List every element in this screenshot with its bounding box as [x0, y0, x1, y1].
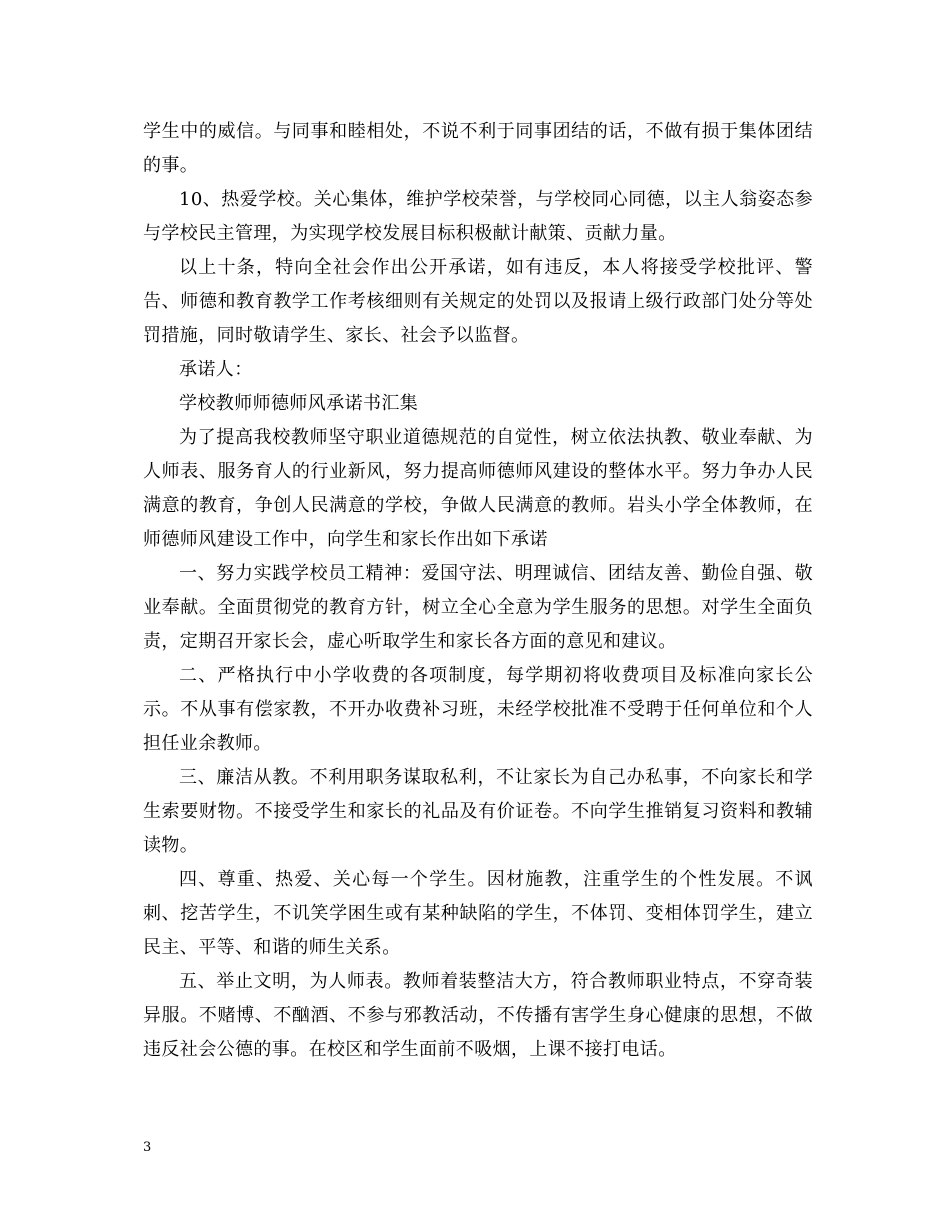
- section-heading: 学校教师师德师风承诺书汇集: [179, 393, 419, 414]
- paragraph-item-10: 10、热爱学校。关心集体，维护学校荣誉，与学校同心同德，以主人翁姿态参与学校民主管理，为实现学校发展目标积极献计献策、贡献力量。: [143, 189, 813, 244]
- paragraph-public-commitment: 以上十条，特向全社会作出公开承诺，如有违反，本人将接受学校批评、警告、师德和教育教学工作考核细则有关规定的处罚以及报请上级行政部门处分等处罚措施，同时敬请学生、家长、社会予以监督。: [143, 257, 813, 346]
- paragraph-item-3: 三、廉洁从教。不利用职务谋取私利，不让家长为自己办私事，不向家长和学生索要财物。不接受学生和家长的礼品及有价证卷。不向学生推销复习资料和教辅读物。: [143, 767, 813, 856]
- page-number: 3: [143, 1140, 152, 1155]
- paragraph-continued: 学生中的威信。与同事和睦相处，不说不利于同事团结的话，不做有损于集体团结的事。: [143, 121, 813, 176]
- paragraph-promisor: 承诺人：: [179, 359, 253, 380]
- paragraph-intro: 为了提高我校教师坚守职业道德规范的自觉性，树立依法执教、敬业奉献、为人师表、服务育人的行业新风，努力提高师德师风建设的整体水平。努力争办人民满意的教育，争创人民满意的学校，争做人民满意的教师。岩头小学全体教师，在师德师风建设工作中，向学生和家长作出如下承诺: [143, 427, 813, 550]
- paragraph-item-5: 五、举止文明，为人师表。教师着装整洁大方，符合教师职业特点，不穿奇装异服。不赌博、不酗酒、不参与邪教活动，不传播有害学生身心健康的思想，不做违反社会公德的事。在校区和学生面前不吸烟，上课不接打电话。: [143, 971, 813, 1060]
- document-body: [143, 115, 813, 1067]
- paragraph-item-2: 二、严格执行中小学收费的各项制度，每学期初将收费项目及标准向家长公示。不从事有偿家教，不开办收费补习班，未经学校批准不受聘于任何单位和个人担任业余教师。: [143, 665, 813, 754]
- paragraph-item-1: 一、努力实践学校员工精神：爱国守法、明理诚信、团结友善、勤俭自强、敬业奉献。全面贯彻党的教育方针，树立全心全意为学生服务的思想。对学生全面负责，定期召开家长会，虚心听取学生和家长各方面的意见和建议。: [143, 563, 813, 652]
- paragraph-item-4: 四、尊重、热爱、关心每一个学生。因材施教，注重学生的个性发展。不讽刺、挖苦学生，不讥笑学困生或有某种缺陷的学生，不体罚、变相体罚学生，建立民主、平等、和谐的师生关系。: [143, 869, 813, 958]
